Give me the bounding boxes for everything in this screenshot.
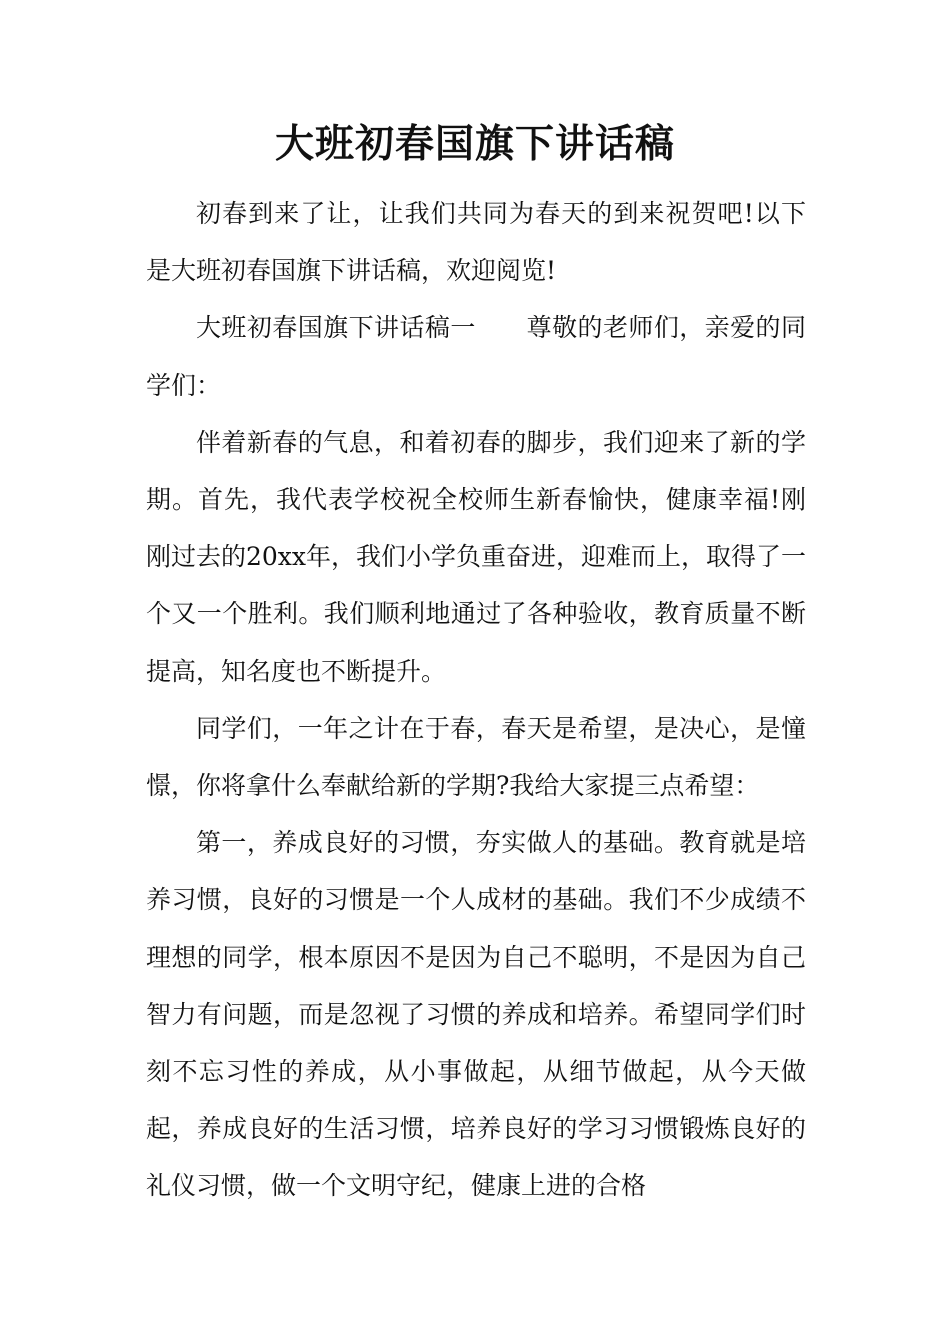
document-title: 大班初春国旗下讲话稿 [274, 121, 675, 167]
paragraph-hopes-intro: 同学们，一年之计在于春，春天是希望，是决心，是憧憬，你将拿什么奉献给新的学期?我给大家提三点希望： [146, 713, 806, 801]
document-body [146, 185, 806, 1215]
paragraph-new-semester: 伴着新春的气息，和着初春的脚步，我们迎来了新的学期。首先，我代表学校祝全校师生新春愉快，健康幸福!刚刚过去的20xx年，我们小学负重奋进，迎难而上，取得了一个又一个胜利。我们顺利地通过了各种验收，教育质量不断提高，知名度也不断提升。 [146, 427, 807, 686]
paragraph-first-hope: 第一，养成良好的习惯，夯实做人的基础。教育就是培养习惯，良好的习惯是一个人成材的基础。我们不少成绩不理想的同学，根本原因不是因为自己不聪明，不是因为自己智力有问题，而是忽视了习惯的养成和培养。希望同学们时刻不忘习性的养成，从小事做起，从细节做起，从今天做起，养成良好的生活习惯，培养良好的学习习惯锻炼良好的礼仪习惯，做一个文明守纪，健康上进的合格 [146, 828, 806, 1201]
paragraph-intro: 初春到来了让，让我们共同为春天的到来祝贺吧!以下是大班初春国旗下讲话稿，欢迎阅览! [146, 199, 806, 286]
paragraph-salutation: 大班初春国旗下讲话稿一 尊敬的老师们，亲爱的同学们： [146, 313, 806, 400]
